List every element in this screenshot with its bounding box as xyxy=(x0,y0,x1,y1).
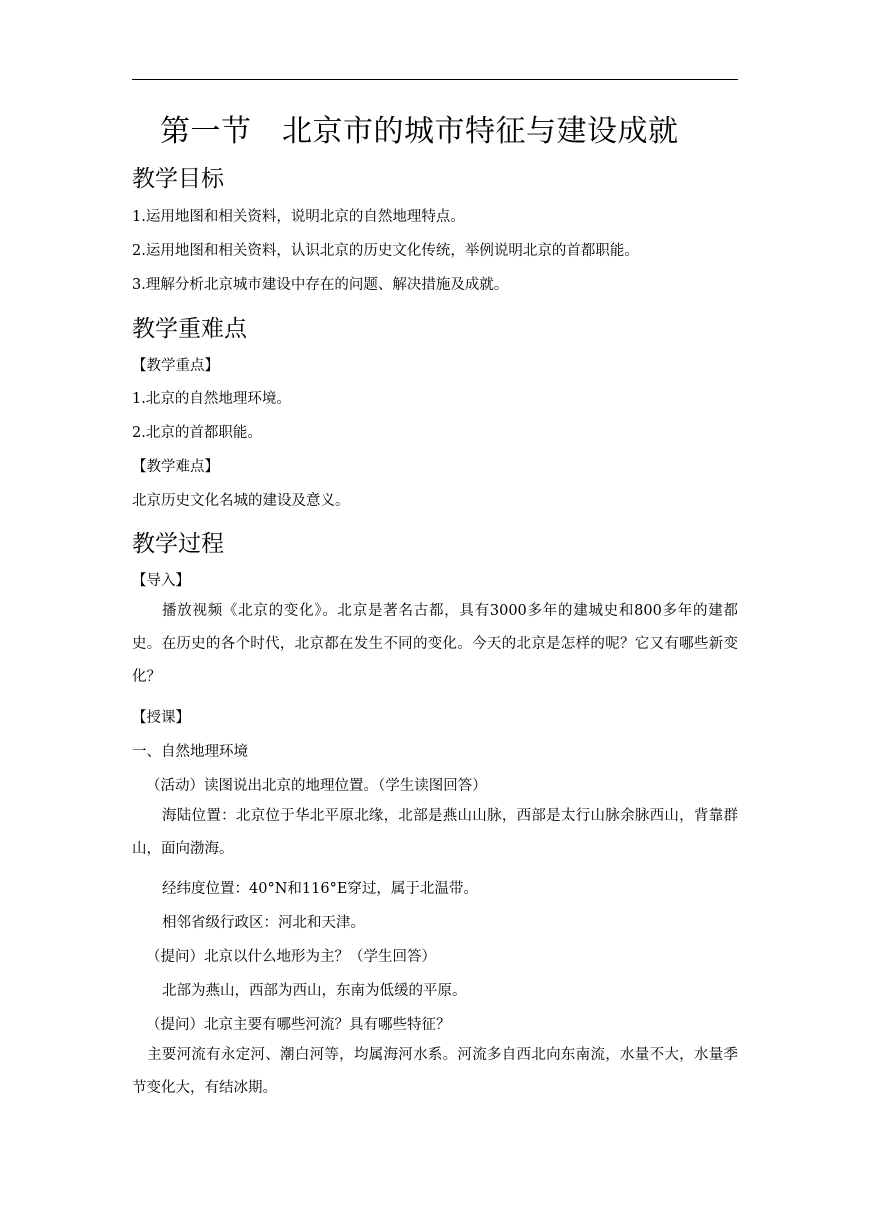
difficult-label: 【教学难点】 xyxy=(132,459,219,475)
header-rule xyxy=(132,79,738,80)
key-label: 【教学重点】 xyxy=(132,358,219,374)
goal-item-3: 3.理解分析北京城市建设中存在的问题、解决措施及成就。 xyxy=(132,277,509,293)
answer-1: 北部为燕山，西部为西山，东南为低缓的平原。 xyxy=(162,983,467,999)
goal-item-2: 2.运用地图和相关资料，认识北京的历史文化传统，举例说明北京的首都职能。 xyxy=(132,243,639,259)
intro-paragraph: 播放视频《北京的变化》。北京是著名古都，具有3000多年的建城史和800多年的建都史。在历史的各个时代，北京都在发生不同的变化。今天的北京是怎样的呢？它又有哪些新变化？ xyxy=(132,603,738,685)
difficult-text: 北京历史文化名城的建设及意义。 xyxy=(132,493,350,509)
lecture-label: 【授课】 xyxy=(132,710,190,726)
heading-key-points: 教学重难点 xyxy=(132,316,247,342)
heading-goals: 教学目标 xyxy=(132,166,224,192)
activity-line: （活动）读图说出北京的地理位置。（学生读图回答） xyxy=(146,778,487,794)
answer-2-paragraph: 主要河流有永定河、潮白河等，均属海河水系。河流多自西北向东南流，水量不大，水量季节变化大，有结冰期。 xyxy=(132,1047,738,1096)
goal-item-1: 1.运用地图和相关资料，说明北京的自然地理特点。 xyxy=(132,209,465,225)
question-1: （提问）北京以什么地形为主？（学生回答） xyxy=(146,949,436,965)
key-item-2: 2.北京的首都职能。 xyxy=(132,425,262,441)
neighbors-line: 相邻省级行政区：河北和天津。 xyxy=(162,915,365,931)
page-title: 第一节 北京市的城市特征与建设成就 xyxy=(160,114,679,149)
question-2: （提问）北京主要有哪些河流？具有哪些特征？ xyxy=(146,1017,451,1033)
part1-title: 一、自然地理环境 xyxy=(132,744,248,760)
sea-land-paragraph: 海陆位置：北京位于华北平原北缘，北部是燕山山脉，西部是太行山脉余脉西山，背靠群山，面向渤海。 xyxy=(132,808,738,857)
key-item-1: 1.北京的自然地理环境。 xyxy=(132,391,291,407)
intro-label: 【导入】 xyxy=(132,573,190,589)
heading-process: 教学过程 xyxy=(132,531,224,557)
lat-lon-line: 经纬度位置：40°N和116°E穿过，属于北温带。 xyxy=(162,881,478,897)
